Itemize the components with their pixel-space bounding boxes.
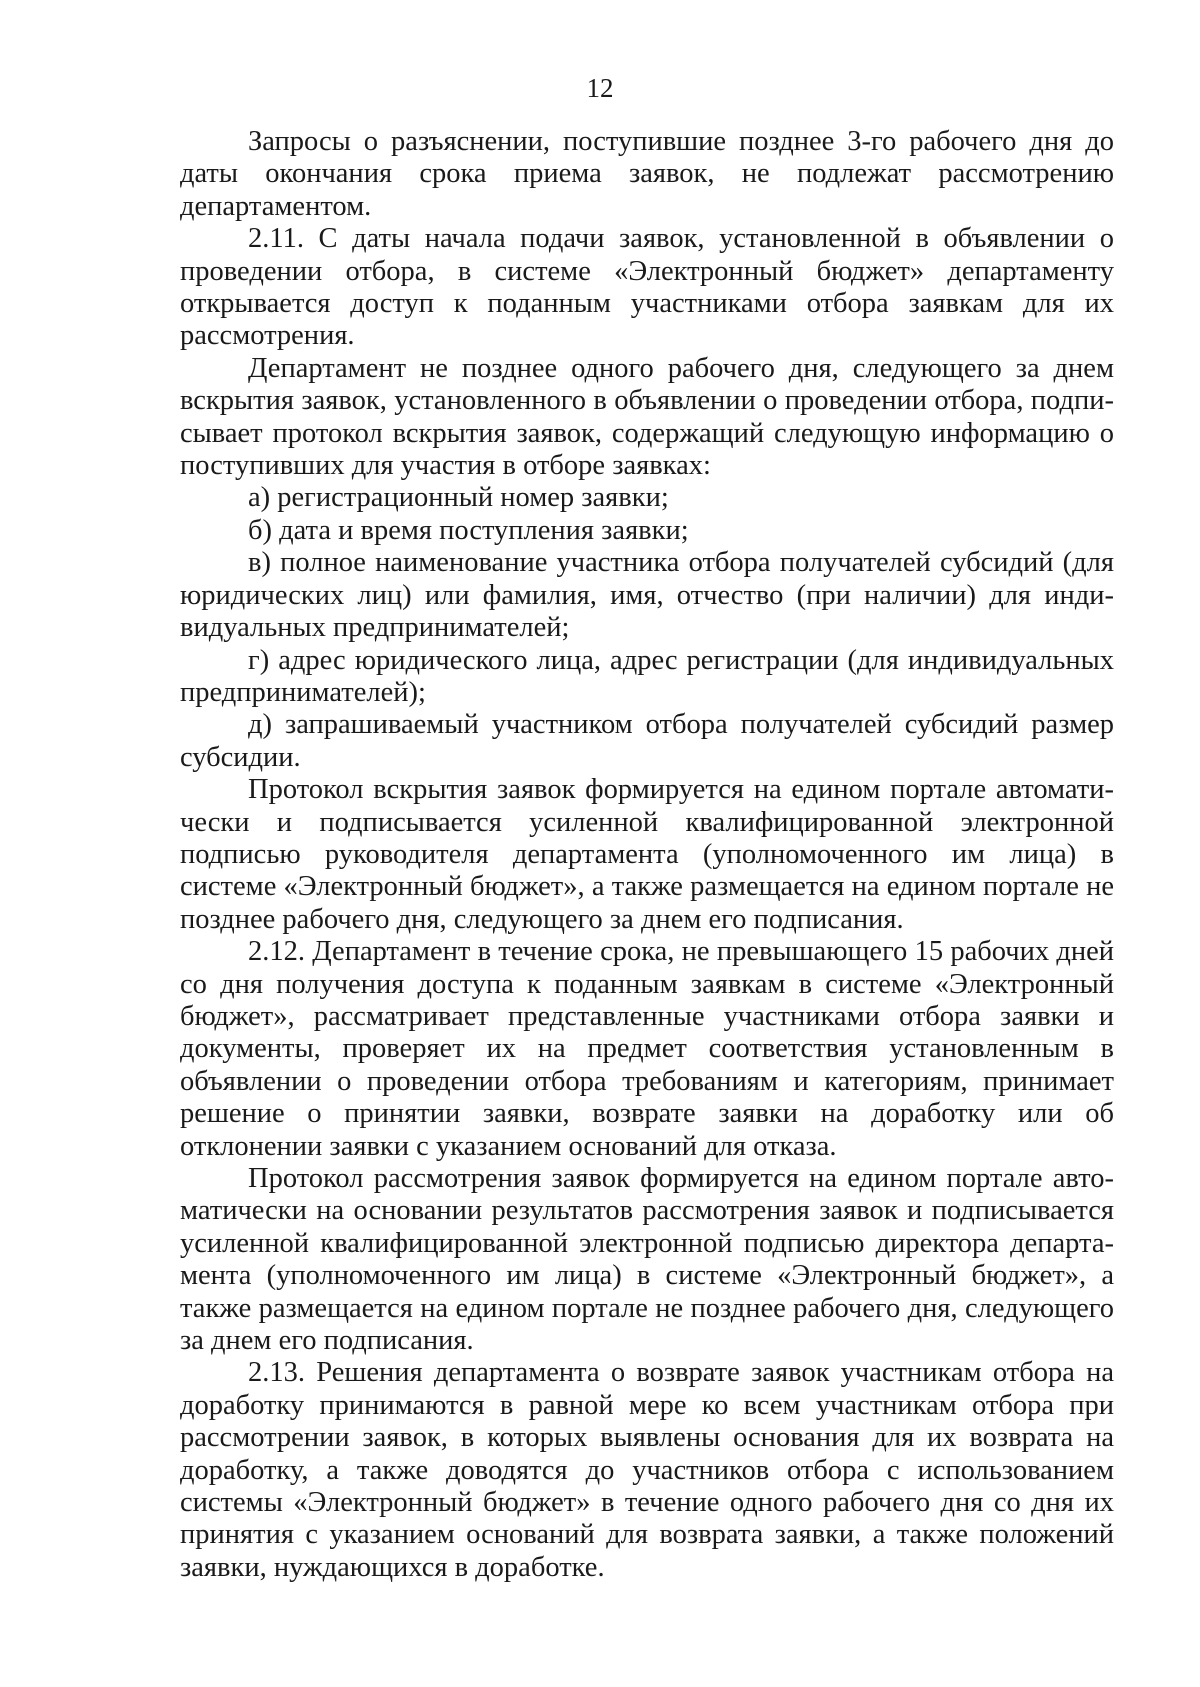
paragraph-2-12: 2.12. Департамент в течение срока, не превышающего 15 рабочих дней со дня получения доступа к поданным заявкам в системе «Электронный бюджет», рассматривает представленные участниками отбора заявки и документы, проверяет их на предмет соответствия установленным в объявлении о проведении отбора требованиям и категориям, принимает решение о принятии заявки, возврате заявки на доработку или об отклонении заявки с указанием оснований для отказа. <box>180 936 1114 1162</box>
paragraph-2-13: 2.13. Решения департамента о возврате заявок участникам отбора на доработку принимаются в равной мере ко всем участникам отбора при рассмотрении заявок, в которых выявлены основания для их возврата на доработку, а также доводятся до участников отбора с использованием системы «Электронный бюджет» в течение одного рабочего дня со дня их принятия с указанием оснований для возврата заявки, а также положений заявки, нуждающихся в доработке. <box>180 1357 1114 1583</box>
list-item-g: г) адрес юридического лица, адрес регистрации (для индивидуальных предпринимателей); <box>180 644 1114 708</box>
page-number: 12 <box>586 73 614 103</box>
paragraph-review-protocol: Протокол рассмотрения заявок формируется на едином портале автоматически на основании результатов рассмотрения заявок и подписывается усиленной квалифицированной электронной подписью директора департамента (уполномоченного им лица) в системе «Электронный бюджет», а также размещается на едином портале не позднее рабочего дня, следующего за днем его подписания. <box>180 1163 1114 1357</box>
list-item-v: в) полное наименование участника отбора получателей субсидий (для юридических лиц) или фамилия, имя, отчество (при наличии) для индивидуальных предпринимателей; <box>180 547 1114 644</box>
list-item-b: б) дата и время поступления заявки; <box>248 514 689 546</box>
list-item-a: а) регистрационный номер заявки; <box>248 482 669 514</box>
list-item-d: д) запрашиваемый участником отбора получателей субсидий размер субсидии. <box>180 709 1114 773</box>
paragraph-opening-protocol: Департамент не позднее одного рабочего дня, следующего за днем вскрытия заявок, установленного в объявлении о проведении отбора, подписывает протокол вскрытия заявок, содержащий следующую информацию о поступивших для участия в отборе заявках: <box>180 352 1114 482</box>
paragraph-opening-protocol-signing: Протокол вскрытия заявок формируется на едином портале автоматически и подписывается усиленной квалифицированной электронной подписью руководителя департамента (уполномоченного им лица) в системе «Электронный бюджет», а также размещается на едином портале не позднее рабочего дня, следующего за днем его подписания. <box>180 774 1114 935</box>
paragraph-clarification-requests: Запросы о разъяснении, поступившие позднее 3-го рабочего дня до даты окончания срока приема заявок, не подлежат рассмотрению департаментом. <box>180 126 1114 222</box>
document-body <box>180 126 1114 1584</box>
paragraph-2-11: 2.11. С даты начала подачи заявок, установленной в объявлении о проведении отбора, в системе «Электронный бюджет» департаменту открывается доступ к поданным участниками отбора заявкам для их рассмотрения. <box>180 223 1114 352</box>
